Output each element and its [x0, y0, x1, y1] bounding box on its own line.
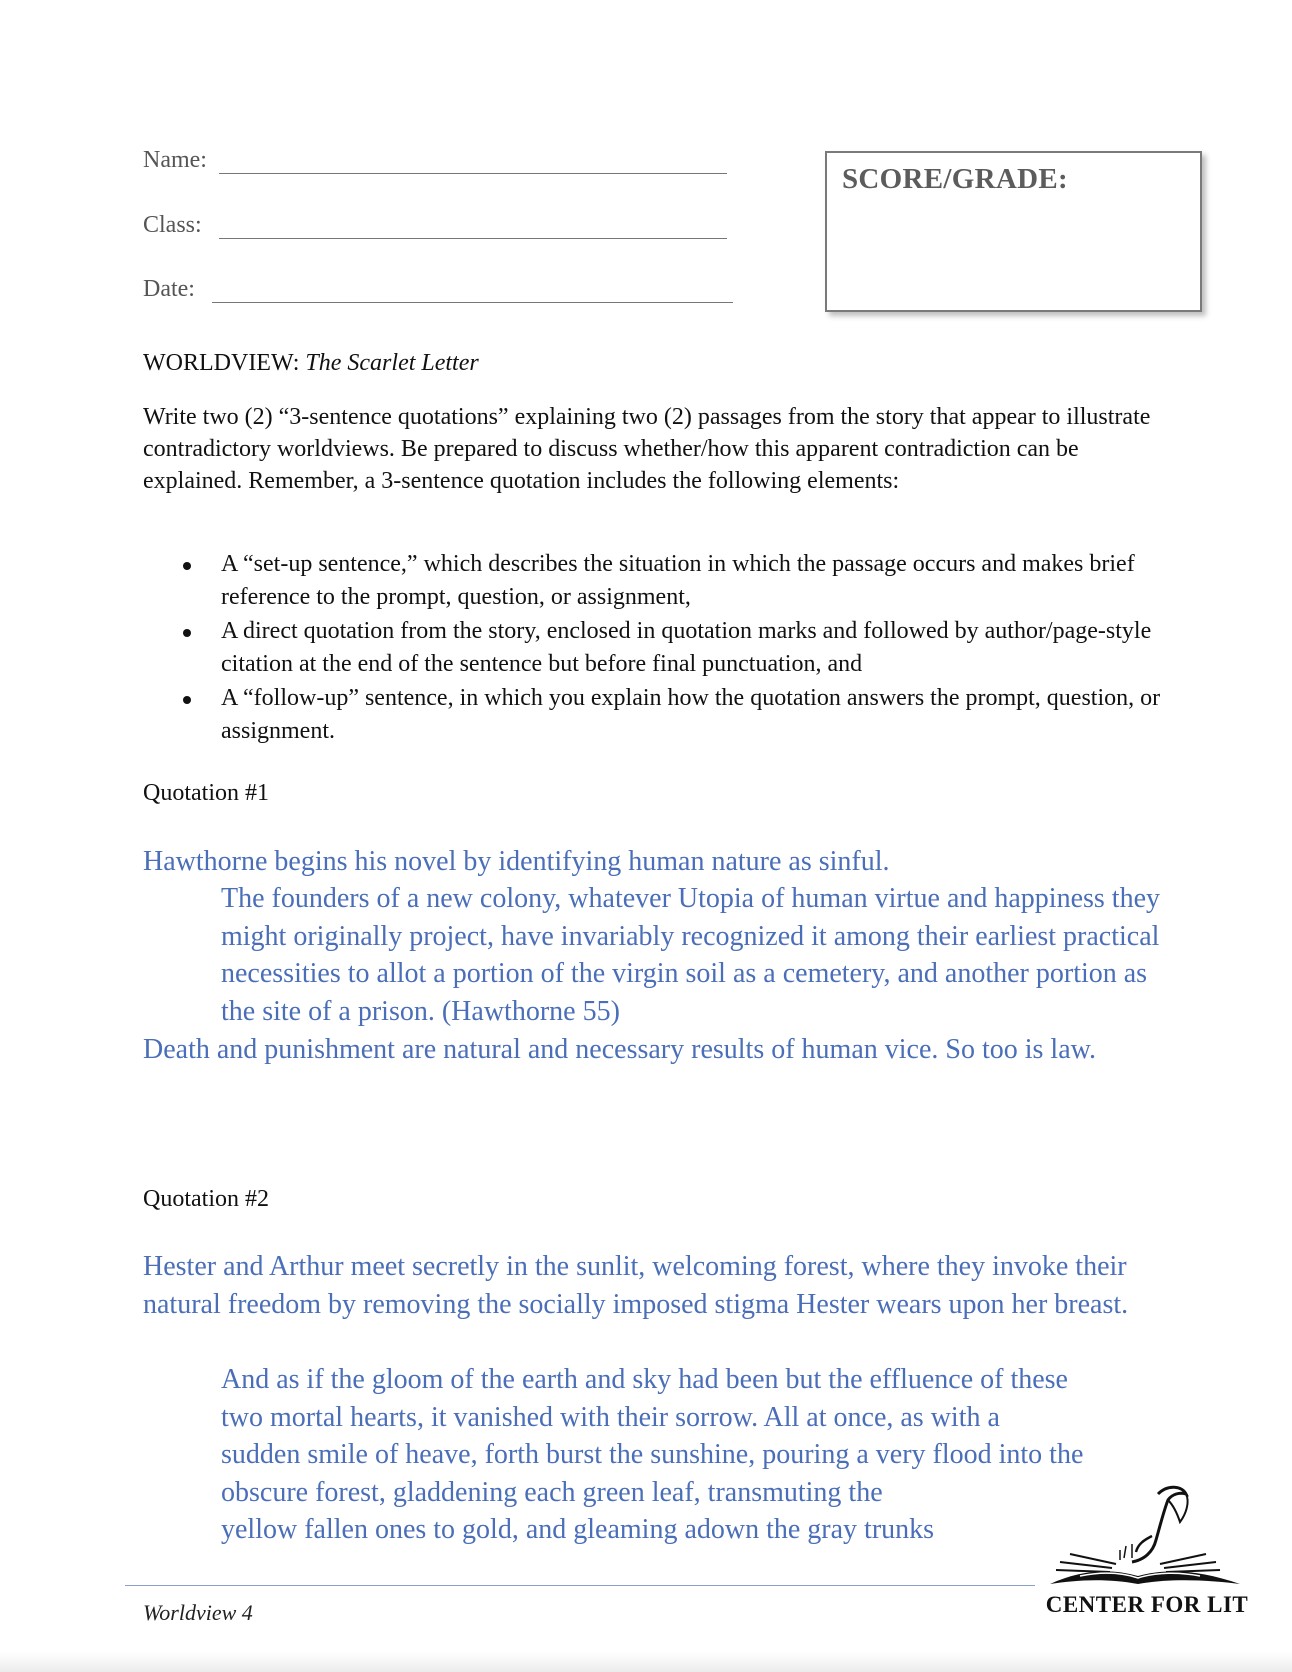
bullet-item [143, 682, 1173, 747]
book-title: The Scarlet Letter [305, 350, 479, 376]
quote-line: And as if the gloom of the earth and sky had been but the effluence of these [221, 1364, 1068, 1395]
name-field[interactable] [219, 173, 727, 174]
quotation-1-quote: The founders of a new colony, whatever Utopia of human virtue and happiness they might originally project, have invariably recognized it among their earliest practical necessities to allot a portion of the virgin soil as a cemetery, and another portion as the site of a prison. (Hawthorne 55) [221, 883, 1161, 1027]
quote-line: two mortal hearts, it vanished with their sorrow. All at once, as with a [221, 1401, 1000, 1433]
class-field[interactable] [219, 238, 727, 239]
quotation-2-heading: Quotation #2 [143, 1186, 269, 1212]
center-for-lit-logo [1040, 1480, 1250, 1630]
bullet-item [143, 615, 1173, 680]
quotation-1-setup: Hawthorne begins his novel by identifying human nature as sinful. [143, 846, 890, 877]
footer-divider [125, 1585, 1035, 1586]
page-bottom-edge [0, 1652, 1292, 1672]
quotation-1-followup: Death and punishment are natural and necessary results of human vice. So too is law. [143, 1034, 1097, 1065]
date-label: Date: [143, 276, 195, 302]
class-label: Class: [143, 212, 202, 238]
bullet-icon [183, 562, 191, 570]
date-field[interactable] [212, 302, 733, 303]
instruction-bullets [143, 548, 1173, 749]
worksheet-title-prefix: WORLDVIEW: [143, 350, 306, 376]
bullet-icon [183, 696, 191, 704]
quotation-2-quote [221, 1361, 1181, 1549]
bullet-icon [183, 629, 191, 637]
quote-line: yellow fallen ones to gold, and gleaming adown the gray trunks [221, 1514, 935, 1545]
instructions: Write two (2) “3-sentence quotations” explaining two (2) passages from the story that appear to illustrate contradictory worldviews. Be prepared to discuss whether/how this apparent contradiction can be explained. Remember, a 3-sentence quotation includes the following elements: [143, 404, 1151, 494]
name-label: Name: [143, 147, 207, 173]
quotation-1-heading: Quotation #1 [143, 780, 269, 806]
bullet-text: A direct quotation from the story, enclosed in quotation marks and followed by author/page-style citation at the end of the sentence but before final punctuation, and [221, 618, 1152, 677]
worksheet-title [143, 350, 479, 377]
bullet-text: A “follow-up” sentence, in which you explain how the quotation answers the prompt, question, or assignment. [221, 685, 1161, 744]
bullet-text: A “set-up sentence,” which describes the situation in which the passage occurs and makes brief reference to the prompt, question, or assignment, [221, 551, 1135, 610]
score-grade-label: SCORE/GRADE: [842, 163, 1068, 195]
bullet-item [143, 548, 1173, 613]
quote-line: obscure forest, gladdening each green leaf, transmuting the [221, 1476, 883, 1508]
pelican-book-icon [1040, 1480, 1250, 1592]
footer-page-label: Worldview 4 [143, 1600, 253, 1625]
quote-line: sudden smile of heave, forth burst the sunshine, pouring a very flood into the [221, 1439, 1084, 1470]
quotation-2-setup: Hester and Arthur meet secretly in the sunlit, welcoming forest, where they invoke their natural freedom by removing the socially imposed stigma Hester wears upon her breast. [143, 1251, 1129, 1320]
score-grade-box [825, 151, 1202, 312]
brand-name: CENTER FOR LIT [1045, 1592, 1249, 1617]
